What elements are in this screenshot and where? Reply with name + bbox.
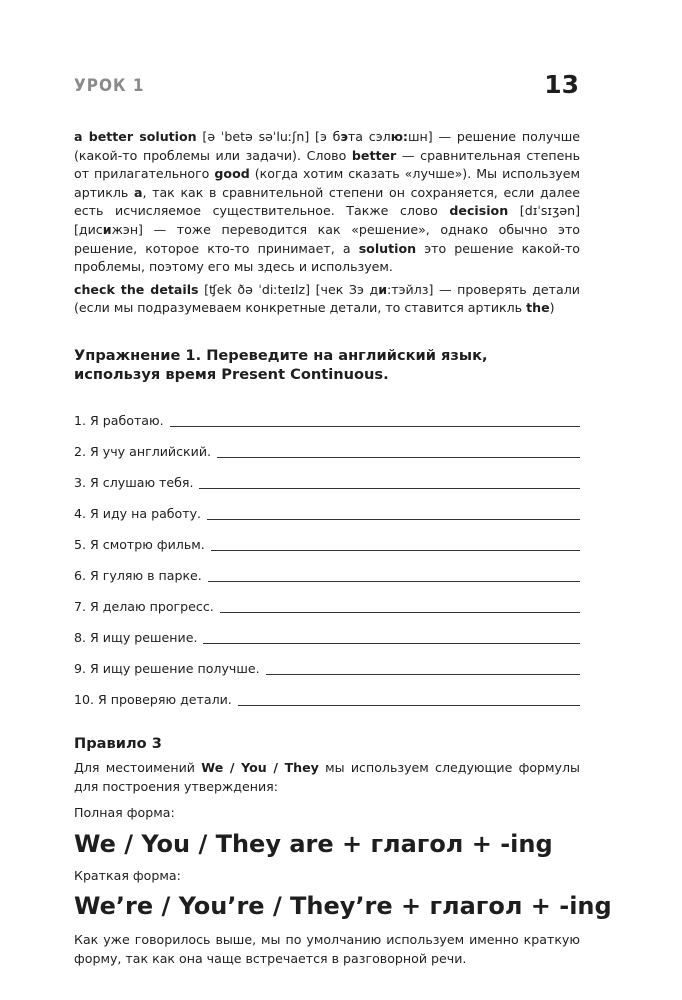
rule-intro-text: мы используем следующие формулы для построения утверждения: [74, 759, 580, 794]
answer-line[interactable] [266, 674, 580, 675]
exercise-item [74, 586, 580, 617]
rule-intro-pronouns: We / You / They [201, 759, 319, 775]
exercise-item-text: 10. Я проверяю детали. [74, 692, 232, 708]
usage-note: Как уже говорилось выше, мы по умолчанию используем именно краткую форму, так как она чаще встречается в разговорной речи. [74, 932, 580, 966]
answer-line[interactable] [203, 643, 580, 644]
answer-line[interactable] [208, 581, 580, 582]
exercise-item-text: 1. Я работаю. [74, 413, 164, 429]
exercise-title-line: используя время Present Continuous. [74, 365, 389, 383]
exercise-item [74, 524, 580, 555]
vocab-description: [ə ˈbetə səˈluːʃn] [э бэта сэлю:шн] — решение получше (какой-то проблемы или задачи). Слово better — сравнительная степень от прилагательного good (когда хотим сказать «лучше»). Мы используем артикль a, так как в сравнительной степени он сохраняется, если далее есть исчисляемое существительное. Также слово decision [dɪˈsɪʒən] [дисижэн] — тоже переводится как «решение», однако обычно это решение, которое кто-то принимает, а solution это решение какой-то проблемы, поэтому его мы здесь и используем. [74, 129, 581, 275]
exercise-item [74, 555, 580, 586]
answer-line[interactable] [211, 550, 580, 551]
answer-line[interactable] [207, 519, 580, 520]
full-form-label: Полная форма: [74, 805, 175, 821]
exercise-title-line: Упражнение 1. Переведите на английский язык, [74, 346, 488, 364]
short-form-formula: We’re / You’re / They’re + глагол + -ing [74, 892, 612, 921]
exercise-item-text: 5. Я смотрю фильм. [74, 537, 205, 553]
answer-line[interactable] [217, 457, 580, 458]
vocab-term: check the details [74, 281, 199, 297]
rule-title: Правило 3 [74, 734, 162, 752]
exercise-item-text: 4. Я иду на работу. [74, 506, 202, 522]
exercise-item-text: 7. Я делаю прогресс. [74, 599, 214, 615]
exercise-item [74, 493, 580, 524]
vocab-term: a better solution [74, 129, 197, 144]
exercise-list [74, 400, 580, 710]
full-form-formula: We / You / They are + глагол + -ing [74, 829, 553, 858]
exercise-item-text: 6. Я гуляю в парке. [74, 568, 202, 584]
exercise-title [74, 346, 580, 384]
vocab-description: [ʧek ðə ˈdiːteɪlz] [чек Зэ ди:тэйлз] — проверять детали (если мы подразумеваем конкретные детали, то ставится артикль the) [74, 281, 580, 316]
answer-line[interactable] [170, 426, 580, 427]
exercise-item [74, 617, 580, 648]
answer-line[interactable] [238, 705, 580, 706]
lesson-header: УРОК 1 [74, 76, 145, 96]
page-content [74, 128, 612, 969]
exercise-item [74, 679, 580, 710]
exercise-item-text: 8. Я ищу решение. [74, 630, 198, 646]
answer-line[interactable] [220, 612, 580, 613]
exercise-item-text: 3. Я слушаю тебя. [74, 475, 194, 491]
exercise-item-text: 2. Я учу английский. [74, 444, 212, 460]
vocab-entry-check-details [74, 281, 580, 318]
answer-line[interactable] [199, 488, 580, 489]
exercise-item [74, 648, 580, 679]
page-number: 13 [544, 70, 579, 99]
short-form-label: Краткая форма: [74, 867, 181, 883]
vocab-entry-better-solution [74, 128, 580, 277]
rule-intro [74, 759, 580, 796]
exercise-item [74, 462, 580, 493]
exercise-item [74, 400, 580, 431]
exercise-item-text: 9. Я ищу решение получше. [74, 661, 260, 677]
rule-intro-text: Для местоимений [74, 759, 202, 775]
exercise-item [74, 431, 580, 462]
